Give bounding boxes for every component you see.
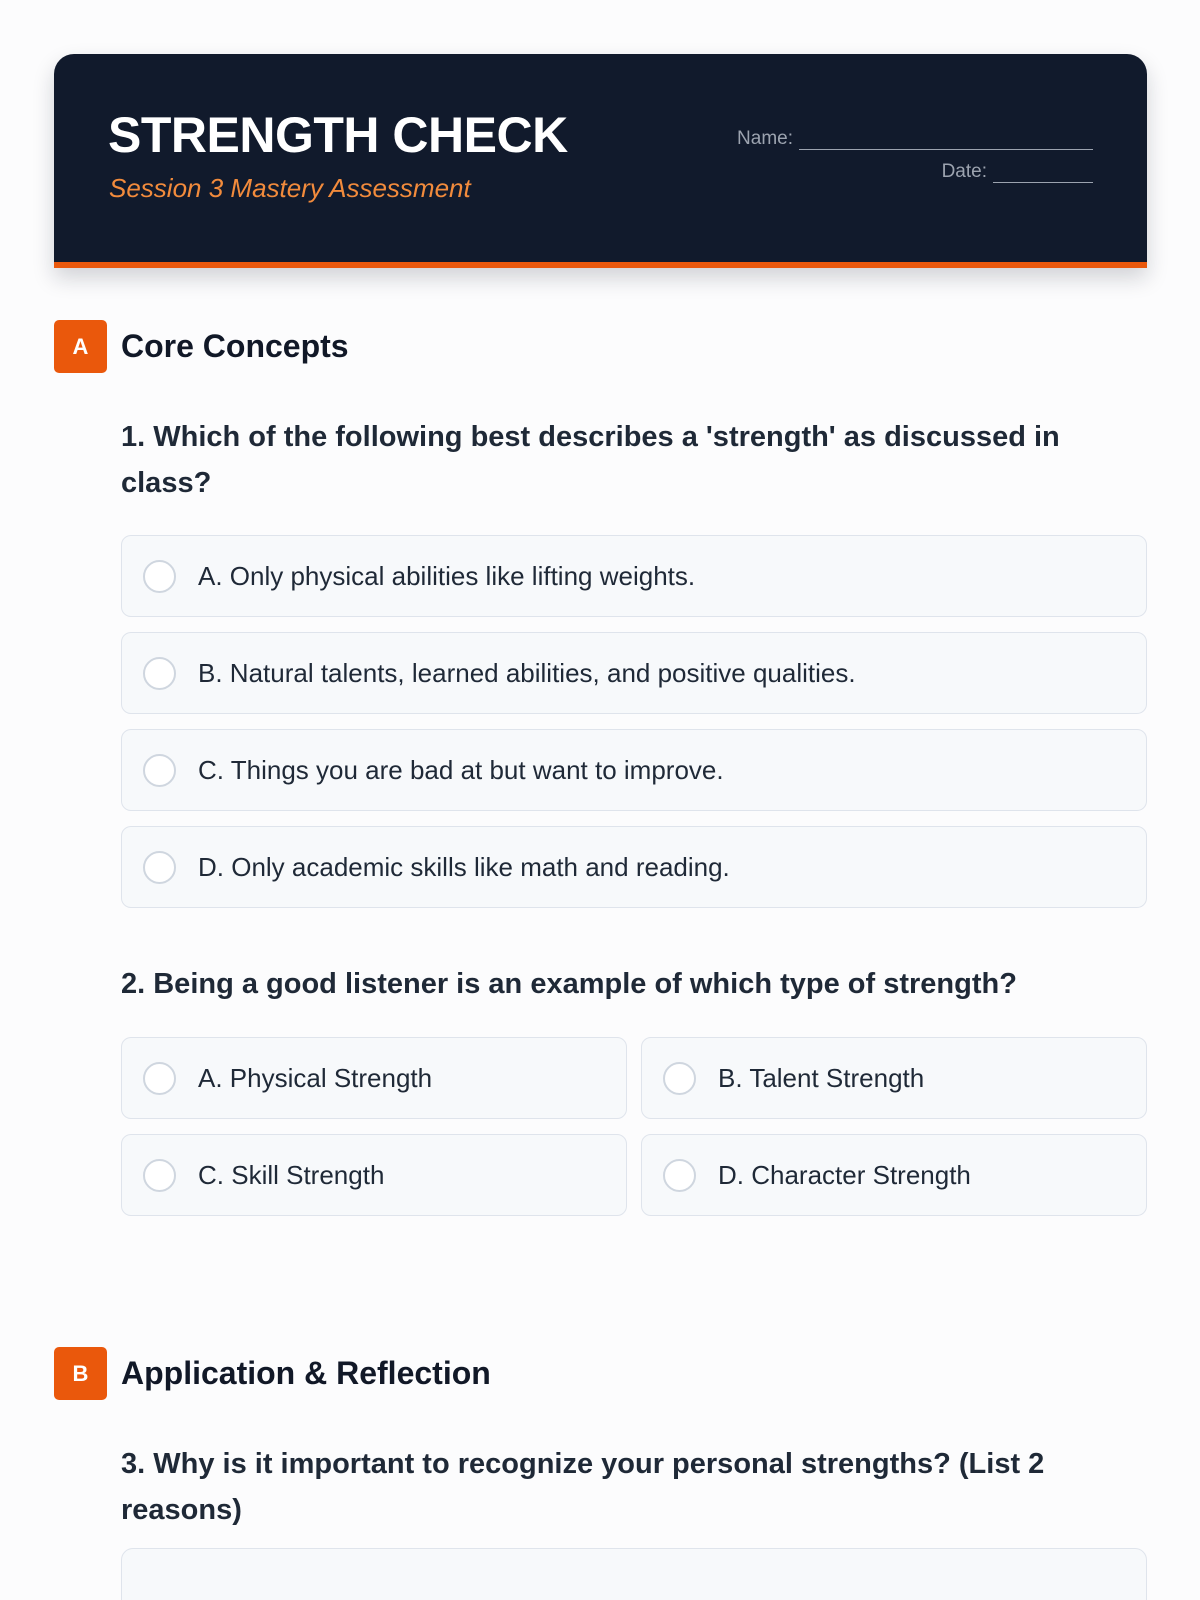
radio-button-icon[interactable] [143,1062,176,1095]
page-title: STRENGTH CHECK [108,107,568,163]
option-label: D. Character Strength [718,1159,971,1190]
question-1-text: 1. Which of the following best describes a 'strength' as discussed in class? [121,421,1060,499]
option-label: D. Only academic skills like math and reading. [198,851,730,882]
q1-option-d[interactable] [121,826,1147,908]
section-title: Core Concepts [121,328,349,364]
section-badge: B [54,1347,107,1400]
q2-option-c[interactable] [121,1134,627,1216]
worksheet-header [54,54,1147,268]
radio-button-icon[interactable] [663,1062,696,1095]
radio-button-icon[interactable] [143,657,176,690]
date-field[interactable] [942,161,1093,183]
option-label: C. Skill Strength [198,1159,385,1190]
q2-option-a[interactable] [121,1037,627,1119]
section-a-header [54,320,349,373]
radio-button-icon[interactable] [143,1159,176,1192]
section-title: Application & Reflection [121,1355,491,1391]
q2-option-d[interactable] [641,1134,1147,1216]
radio-button-icon[interactable] [143,560,176,593]
name-blank-line[interactable] [799,132,1093,150]
q2-option-b[interactable] [641,1037,1147,1119]
radio-button-icon[interactable] [143,754,176,787]
option-label: B. Natural talents, learned abilities, and positive qualities. [198,657,856,688]
section-badge: A [54,320,107,373]
name-label: Name: [737,128,793,149]
radio-button-icon[interactable] [143,851,176,884]
date-blank-line[interactable] [993,165,1093,183]
page-subtitle: Session 3 Mastery Assessment [109,173,471,203]
q1-option-c[interactable] [121,729,1147,811]
option-label: A. Only physical abilities like lifting weights. [198,560,696,591]
section-b-header [54,1347,491,1400]
option-label: C. Things you are bad at but want to improve. [198,754,724,785]
question-2-text: 2. Being a good listener is an example of which type of strength? [121,968,1017,1000]
option-label: A. Physical Strength [198,1062,433,1093]
q1-option-b[interactable] [121,632,1147,714]
name-field[interactable] [737,128,1093,150]
option-label: B. Talent Strength [718,1062,925,1093]
answer-textarea[interactable] [121,1548,1147,1600]
q1-option-a[interactable] [121,535,1147,617]
radio-button-icon[interactable] [663,1159,696,1192]
date-label: Date: [941,161,987,182]
question-3-text: 3. Why is it important to recognize your personal strengths? (List 2 reasons) [121,1448,1045,1526]
